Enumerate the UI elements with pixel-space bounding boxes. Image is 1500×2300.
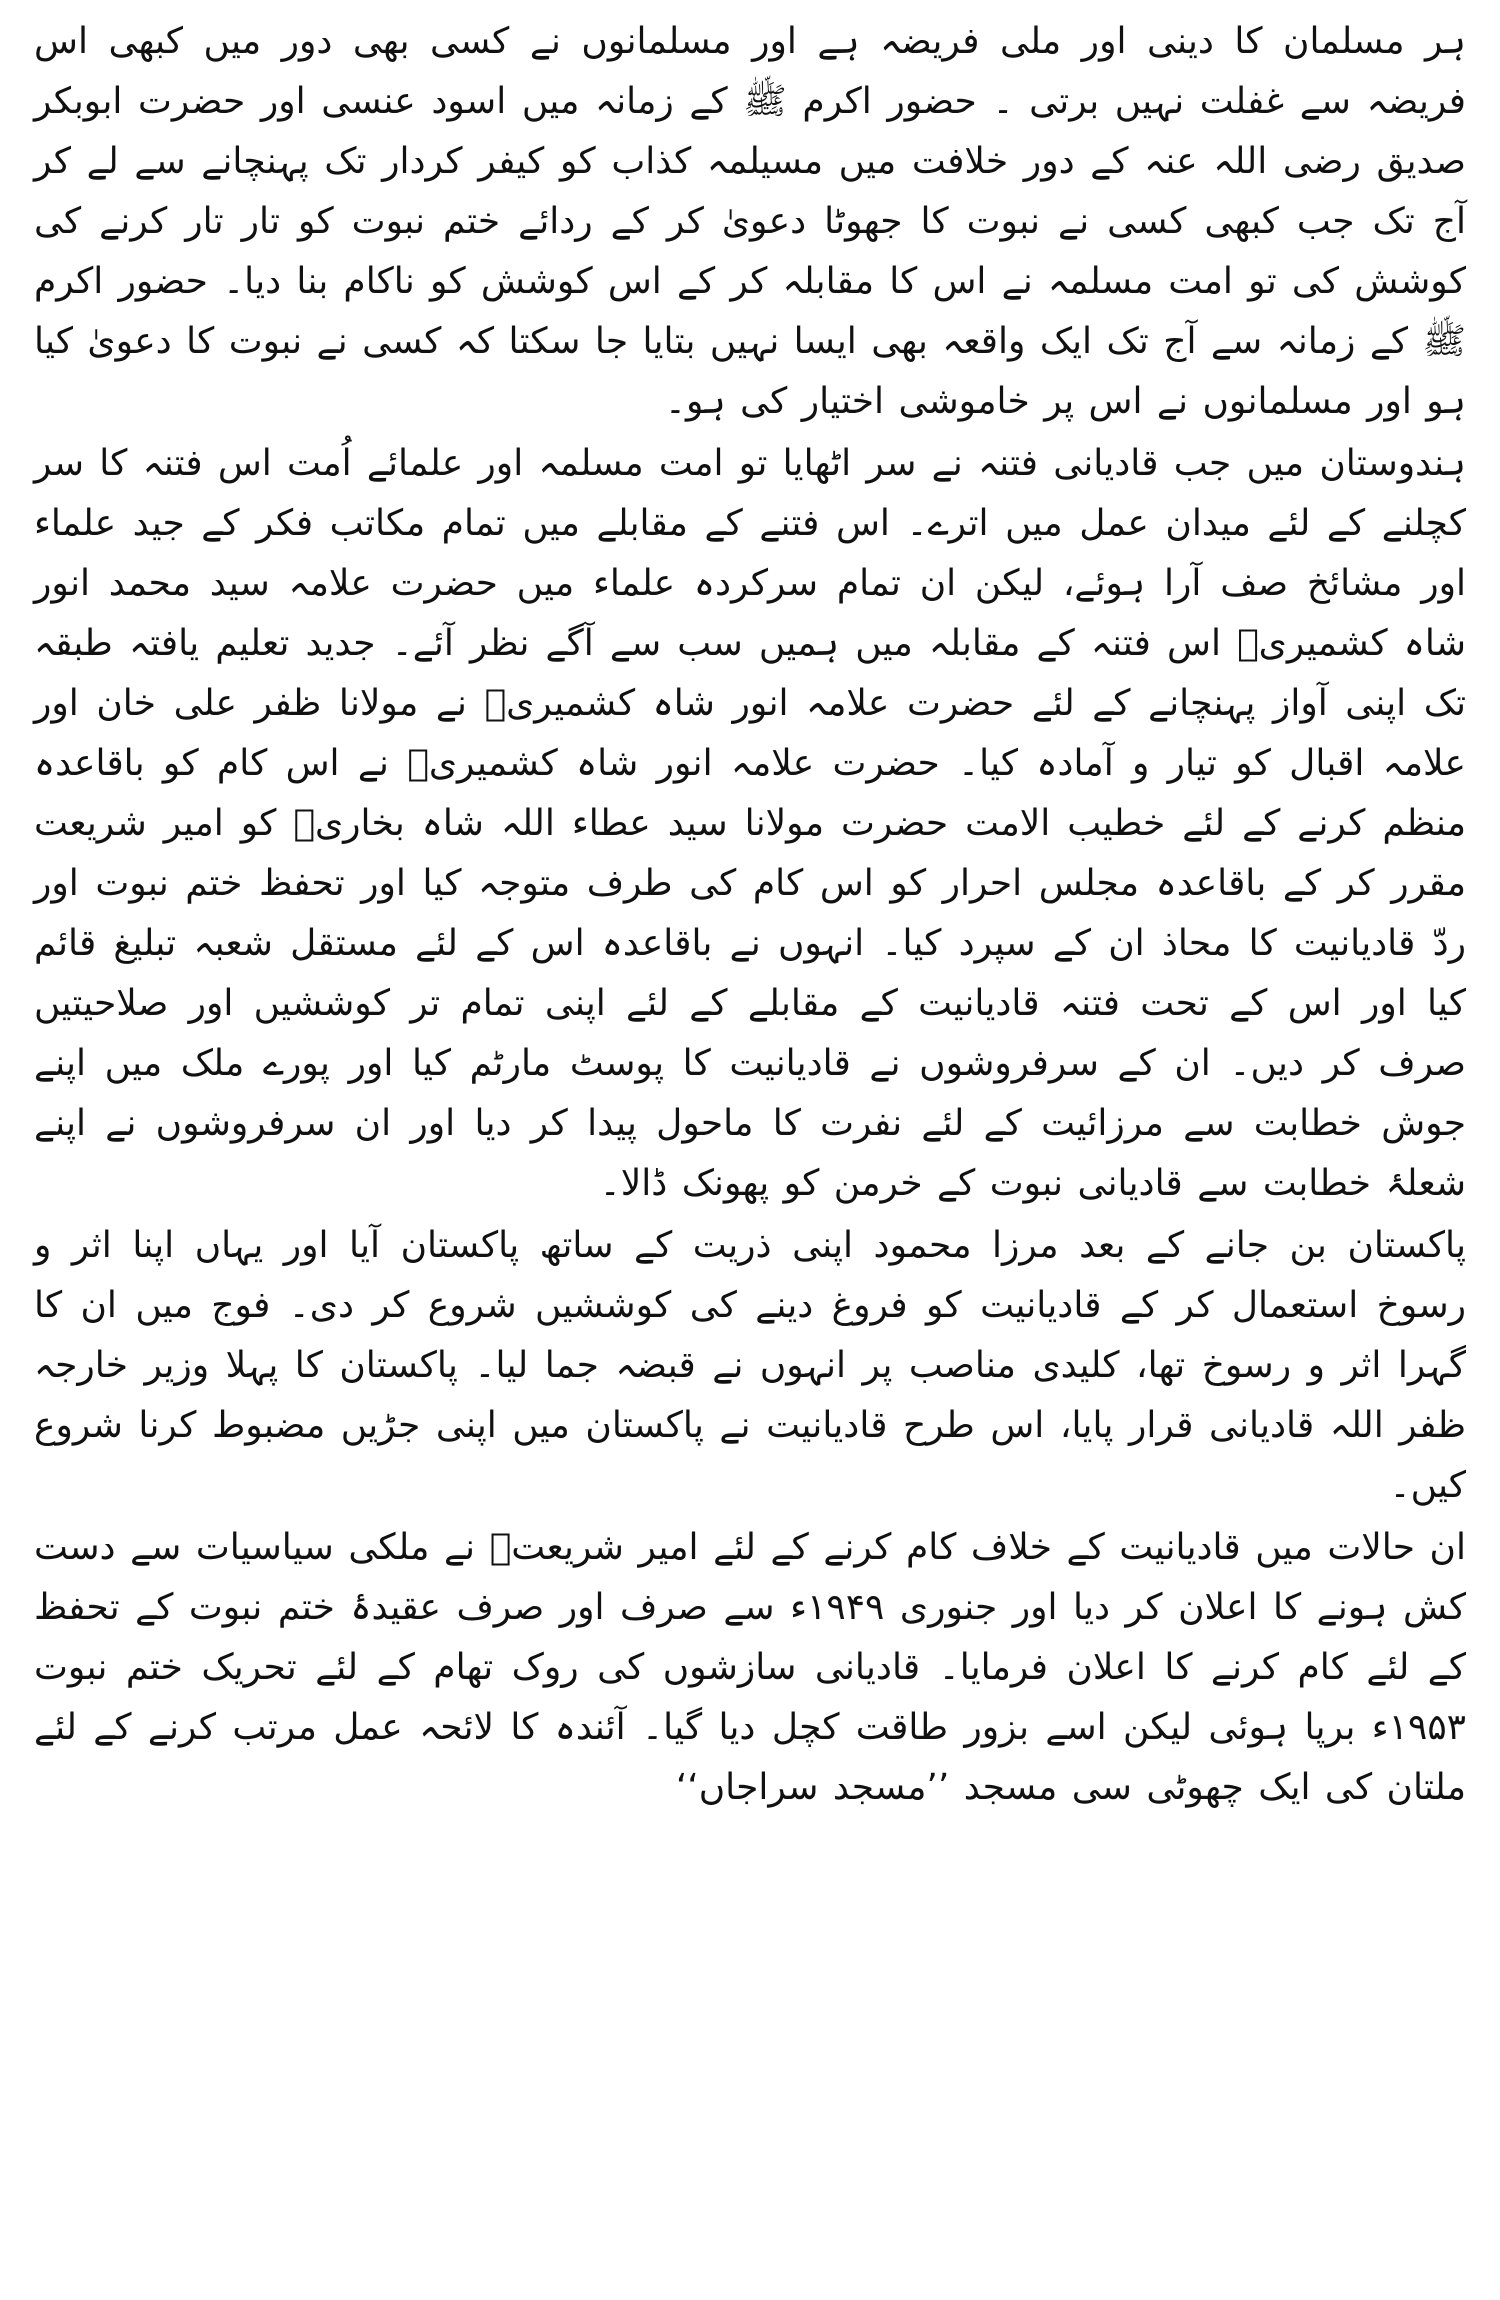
- paragraph-4: ان حالات میں قادیانیت کے خلاف کام کرنے کے لئے امیر شریعتؒ نے ملکی سیاسیات سے دست کش ہونے کا اعلان کر دیا اور جنوری ۱۹۴۹ء سے صرف اور صرف عقیدۂ ختم نبوت کے تحفظ کے لئے کام کرنے کا اعلان فرمایا۔ قادیانی سازشوں کی روک تھام کے لئے تحریک ختم نبوت ۱۹۵۳ء برپا ہوئی لیکن اسے بزور طاقت کچل دیا گیا۔ آئندہ کا لائحہ عمل مرتب کرنے کے لئے ملتان کی ایک چھوٹی سی مسجد ’’مسجد سراجاں‘‘: [34, 1527, 1467, 1808]
- paragraph-2: ہندوستان میں جب قادیانی فتنہ نے سر اٹھایا تو امت مسلمہ اور علمائے اُمت اس فتنہ کا سر کچلنے کے لئے میدان عمل میں اترے۔ اس فتنے کے مقابلے میں تمام مکاتب فکر کے جید علماء اور مشائخ صف آرا ہوئے، لیکن ان تمام سرکردہ علماء میں حضرت علامہ سید محمد انور شاہ کشمیریؒ اس فتنہ کے مقابلہ میں ہمیں سب سے آگے نظر آئے۔ جدید تعلیم یافتہ طبقہ تک اپنی آواز پہنچانے کے لئے حضرت علامہ انور شاہ کشمیریؒ نے مولانا ظفر علی خان اور علامہ اقبال کو تیار و آمادہ کیا۔ حضرت علامہ انور شاہ کشمیریؒ نے اس کام کو باقاعدہ منظم کرنے کے لئے خطیب الامت حضرت مولانا سید عطاء اللہ شاہ بخاریؒ کو امیر شریعت مقرر کر کے باقاعدہ مجلس احرار کو اس کام کی طرف متوجہ کیا اور تحفظ ختم نبوت اور ردّ قادیانیت کا محاذ ان کے سپرد کیا۔ انہوں نے باقاعدہ اس کے لئے مستقل شعبہ تبلیغ قائم کیا اور اس کے تحت فتنہ قادیانیت کے مقابلے کے لئے اپنی تمام تر کوششیں اور صلاحیتیں صرف کر دیں۔ ان کے سرفروشوں نے قادیانیت کا پوسٹ مارٹم کیا اور پورے ملک میں اپنے جوش خطابت سے مرزائیت کے لئے نفرت کا ماحول پیدا کر دیا اور ان سرفروشوں نے اپنے شعلۂ خطابت سے قادیانی نبوت کے خرمن کو پھونک ڈالا۔: [34, 443, 1466, 1204]
- paragraph-3: پاکستان بن جانے کے بعد مرزا محمود اپنی ذریت کے ساتھ پاکستان آیا اور یہاں اپنا اثر و رسوخ استعمال کر کے قادیانیت کو فروغ دینے کی کوششیں شروع کر دی۔ فوج میں ان کا گہرا اثر و رسوخ تھا، کلیدی مناصب پر انہوں نے قبضہ جما لیا۔ پاکستان کا پہلا وزیر خارجہ ظفر اللہ قادیانی قرار پایا، اس طرح قادیانیت نے پاکستان میں اپنی جڑیں مضبوط کرنا شروع کیں۔: [34, 1225, 1466, 1506]
- paragraph-1: ہر مسلمان کا دینی اور ملی فریضہ ہے اور مسلمانوں نے کسی بھی دور میں کبھی اس فریضہ سے غفلت نہیں برتی ۔ حضور اکرم ﷺ کے زمانہ میں اسود عنسی اور حضرت ابوبکر صدیق رضی اللہ عنہ کے دور خلافت میں مسیلمہ کذاب کو کیفر کردار تک پہنچانے سے لے کر آج تک جب کبھی کسی نے نبوت کا جھوٹا دعویٰ کر کے ردائے ختم نبوت کو تار تار کرنے کی کوشش کی تو امت مسلمہ نے اس کا مقابلہ کر کے اس کوشش کو ناکام بنا دیا۔ حضور اکرم ﷺ کے زمانہ سے آج تک ایک واقعہ بھی ایسا نہیں بتایا جا سکتا کہ کسی نے نبوت کا دعویٰ کیا ہو اور مسلمانوں نے اس پر خاموشی اختیار کی ہو۔: [34, 21, 1467, 422]
